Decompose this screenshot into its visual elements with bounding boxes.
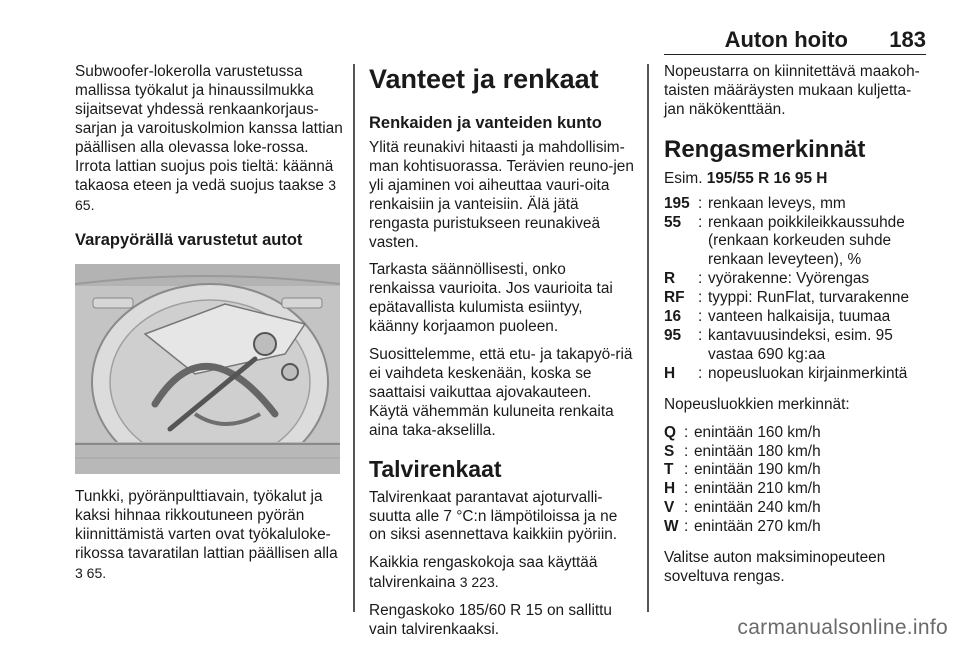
page-header bbox=[0, 0, 960, 56]
definition-row bbox=[664, 480, 930, 499]
definition-key: R bbox=[664, 270, 676, 288]
definition-row bbox=[664, 365, 930, 384]
paragraph: Ylitä reunakivi hitaasti ja mahdollisim-man kohtisuorassa. Terävien reuno-jen yli ajaminen voi aiheuttaa vauri-oita renkaisiin ja vanteisiin. Älä jätä rengasta puristukseen reunakiveä vasten. bbox=[369, 139, 634, 251]
example-marking: 195/55 R 16 95 H bbox=[706, 169, 828, 187]
definition-key: S bbox=[664, 442, 675, 460]
spare-wheel-illustration bbox=[75, 264, 340, 474]
definition-colon: : bbox=[684, 423, 689, 441]
definition-row bbox=[664, 461, 930, 480]
page-reference[interactable]: 3 65. bbox=[75, 564, 107, 581]
sub-heading-condition: Renkaiden ja vanteiden kunto bbox=[369, 114, 602, 132]
definition-value: enintään 190 km/h bbox=[694, 461, 821, 479]
definition-value: nopeusluokan kirjainmerkintä bbox=[708, 364, 908, 382]
paragraph: Suosittelemme, että etu- ja takapyö-riä ei vaihdeta keskenään, koska se saattaisi vaikuttaa ajovakauteen. Käytä vähemmän kuluneita renkaita aina taka-akselilla. bbox=[369, 346, 633, 439]
column-left bbox=[75, 63, 343, 593]
spare-wheel-figure bbox=[75, 264, 340, 474]
paragraph: Talvirenkaat parantavat ajoturvalli-suutta alle 7 °C:n lämpötiloissa ja ne on siksi asennettava kaikkiin pyöriin. bbox=[369, 488, 618, 544]
definition-row bbox=[664, 214, 930, 271]
definition-row bbox=[664, 499, 930, 518]
definition-colon: : bbox=[698, 364, 703, 382]
definition-colon: : bbox=[684, 442, 689, 460]
definition-key: RF bbox=[664, 289, 685, 307]
definition-colon: : bbox=[698, 326, 703, 344]
closing-paragraph: Valitse auton maksiminopeuteen soveltuva rengas. bbox=[664, 549, 886, 585]
definition-row bbox=[664, 327, 930, 365]
marking-list bbox=[664, 195, 930, 384]
watermark: carmanualsonline.info bbox=[737, 616, 948, 639]
definition-key: T bbox=[664, 461, 674, 479]
column-middle bbox=[369, 63, 635, 649]
definition-colon: : bbox=[698, 213, 703, 231]
definition-colon: : bbox=[684, 461, 689, 479]
definition-colon: : bbox=[684, 518, 689, 536]
page-reference[interactable]: 3 223. bbox=[459, 574, 499, 591]
header-title: Auton hoito bbox=[724, 27, 848, 52]
column-right bbox=[664, 63, 930, 596]
intro-paragraph: Subwoofer-lokerolla varustetussa mallissa työkalut ja hinaussilmukka sijaitsevat yhdessä renkaankorjaus-sarjan ja varoituskolmion kanssa lattian päällisen alla olevassa loke-rossa. Irrota lattian suojus pois tieltä: käännä takaosa eteen ja vedä suojus taakse 3 65. bbox=[75, 63, 343, 214]
definition-colon: : bbox=[698, 308, 703, 326]
definition-value: enintään 270 km/h bbox=[694, 518, 821, 536]
definition-row bbox=[664, 443, 930, 462]
definition-value: enintään 240 km/h bbox=[694, 499, 821, 517]
definition-value: enintään 160 km/h bbox=[694, 423, 821, 441]
definition-key: 55 bbox=[664, 213, 682, 231]
heading-tyre-markings: Rengasmerkinnät bbox=[664, 135, 866, 163]
speed-intro: Nopeusluokkien merkinnät: bbox=[664, 395, 850, 413]
header-rule bbox=[664, 54, 926, 55]
column-divider-2 bbox=[647, 64, 649, 612]
speed-list bbox=[664, 424, 930, 537]
page-number: 183 bbox=[889, 27, 926, 52]
paragraph: Rengaskoko 185/60 R 15 on sallittu vain talvirenkaaksi. bbox=[369, 602, 612, 639]
definition-colon: : bbox=[684, 499, 689, 517]
definition-key: H bbox=[664, 364, 676, 382]
heading-winter-tyres: Talvirenkaat bbox=[369, 455, 502, 482]
definition-value: kantavuusindeksi, esim. 95 vastaa 690 kg:aa bbox=[708, 326, 893, 363]
definition-colon: : bbox=[698, 289, 703, 307]
definition-key: 195 bbox=[664, 194, 690, 212]
figure-caption: Tunkki, pyöränpulttiavain, työkalut ja kaksi hihnaa rikkoutuneen pyörän kiinnittämistä varten ovat työkaluloke-rikossa tavaratilan lattian päällisen alla 3 65. bbox=[75, 488, 338, 581]
definition-colon: : bbox=[684, 480, 689, 498]
definition-row bbox=[664, 270, 930, 289]
definition-value: enintään 180 km/h bbox=[694, 442, 821, 460]
definition-value: tyyppi: RunFlat, turvarakenne bbox=[708, 289, 910, 307]
definition-key: 16 bbox=[664, 308, 682, 326]
definition-key: Q bbox=[664, 423, 676, 441]
definition-colon: : bbox=[698, 194, 703, 212]
example-line: Esim. 195/55 R 16 95 H bbox=[664, 169, 828, 187]
definition-value: enintään 210 km/h bbox=[694, 480, 821, 498]
definition-key: H bbox=[664, 480, 676, 498]
page-reference[interactable]: 3 65. bbox=[75, 177, 337, 214]
definition-row bbox=[664, 195, 930, 214]
definition-key: 95 bbox=[664, 326, 682, 344]
definition-key: W bbox=[664, 518, 679, 536]
definition-value: renkaan leveys, mm bbox=[708, 194, 846, 212]
paragraph: Tarkasta säännöllisesti, onko renkaissa vaurioita. Jos vaurioita tai epätavallista kulumista esiintyy, käänny korjaamon puoleen. bbox=[369, 261, 613, 336]
definition-value: vyörakenne: Vyörengas bbox=[708, 270, 870, 288]
definition-key: V bbox=[664, 499, 675, 517]
definition-value: vanteen halkaisija, tuumaa bbox=[708, 308, 891, 326]
definition-value: renkaan poikkileikkaussuhde (renkaan korkeuden suhde renkaan leveyteen), % bbox=[708, 213, 905, 269]
definition-row bbox=[664, 424, 930, 443]
section-heading-spare-wheel: Varapyörällä varustetut autot bbox=[75, 231, 303, 250]
definition-row bbox=[664, 289, 930, 308]
paragraph: Kaikkia rengaskokoja saa käyttää talvirenkaina 3 223. bbox=[369, 554, 598, 592]
definition-row bbox=[664, 518, 930, 537]
main-heading: Vanteet ja renkaat bbox=[369, 64, 599, 94]
column-divider-1 bbox=[353, 64, 355, 612]
paragraph: Nopeustarra on kiinnitettävä maakoh-taisten määräysten mukaan kuljetta-jan näkökenttään. bbox=[664, 63, 920, 118]
definition-colon: : bbox=[698, 270, 703, 288]
definition-row bbox=[664, 308, 930, 327]
